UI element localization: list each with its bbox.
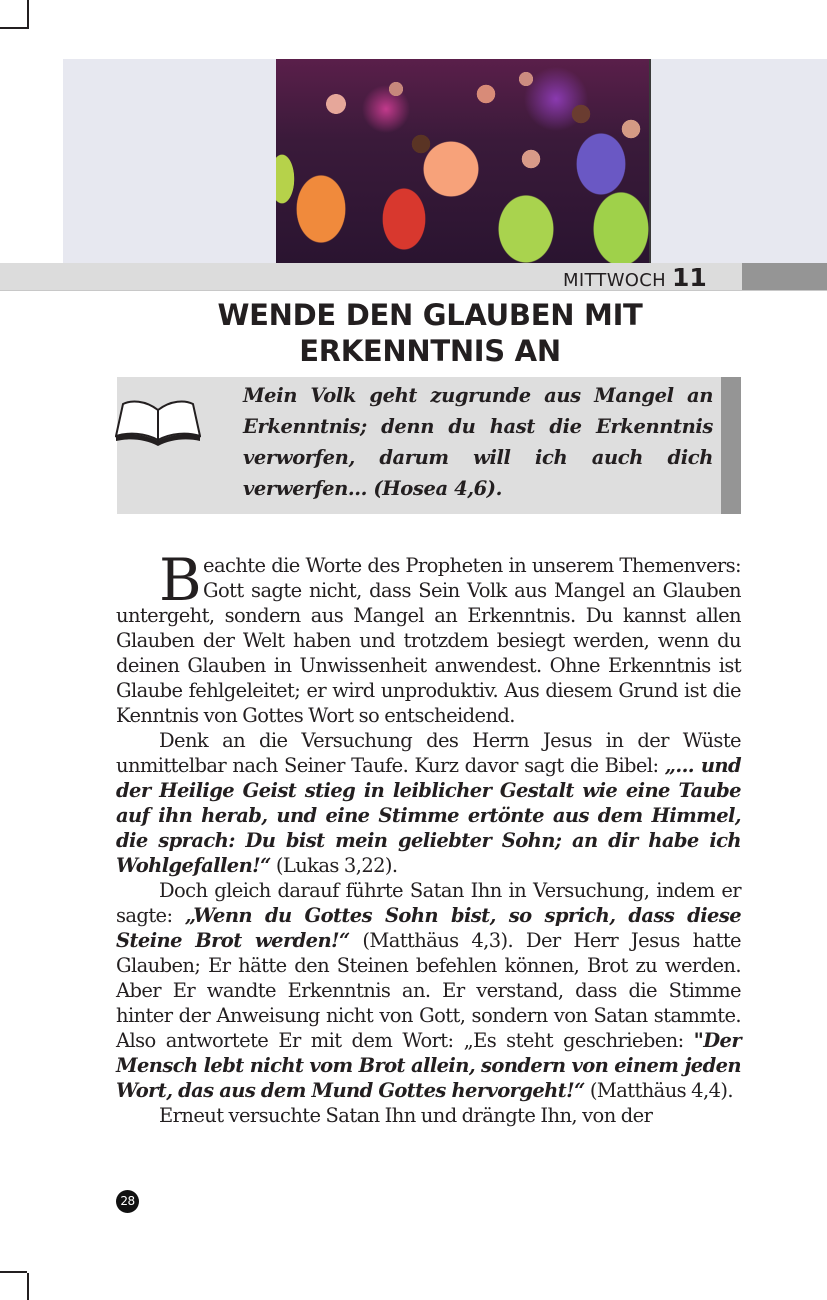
page-number: 28 — [116, 1190, 139, 1213]
scripture-quote: "Der Mensch lebt nicht vom Brot allein, sondern von einem jeden Wort, das aus dem Mund Gottes hervorgeht!“ — [116, 1029, 741, 1102]
paragraph-4 — [116, 1103, 741, 1128]
page-title — [120, 297, 740, 369]
audience-photo — [276, 59, 651, 263]
day-band-accent — [742, 263, 827, 290]
paragraph-4-text: Erneut versuchte Satan Ihn und drängte Ihn, von der — [159, 1104, 653, 1127]
day-number: 11 — [671, 263, 707, 292]
photo-edge — [649, 59, 651, 263]
open-bible-icon — [115, 396, 201, 446]
crop-mark-top-h — [0, 27, 28, 29]
paragraph-1-text: eachte die Worte des Propheten in unserem Themenvers: Gott sagte nicht, dass Sein Volk aus Mangel an Glauben untergeht, sondern aus Mangel an Erkenntnis. Du kannst allen Glauben der Welt haben und trotzdem besiegt werden, wenn du deinen Glauben in Unwissenheit anwendest. Ohne Erkenntnis ist Glaube fehlgeleitet; er wird unproduktiv. Aus diesem Grund ist die Kenntnis von Gottes Wort so entscheidend. — [116, 554, 741, 727]
scripture-reference: (Matthäus 4,4). — [584, 1079, 733, 1102]
paragraph-3 — [116, 878, 741, 1103]
title-line-1: WENDE DEN GLAUBEN MIT — [217, 298, 643, 332]
paragraph-3-text: (Matthäus 4,3). Der Herr Jesus hatte Glauben; Er hätte den Steinen befehlen können, Brot zu werden. Aber Er wandte Erkenntnis an. Er verstand, dass die Stimme hinter der Anweisung nicht von Gott, sondern von Satan stammte. Also antwortete Er mit dem Wort: „Es steht geschrieben: — [116, 929, 741, 1052]
paragraph-1 — [116, 546, 741, 728]
crop-mark-bottom-h — [0, 1271, 27, 1273]
theme-verse: Mein Volk geht zugrunde aus Mangel an Erkenntnis; denn du hast die Erkenntnis verworfen, darum will ich auch dich verwerfen... (Hosea 4,6). — [243, 384, 713, 500]
paragraph-2-text: Denk an die Versuchung des Herrn Jesus in der Wüste unmittelbar nach Seiner Taufe. Kurz davor sagt die Bibel: — [116, 729, 741, 777]
scripture-quote: „Wenn du Gottes Sohn bist, so sprich, dass diese Steine Brot werden!“ — [116, 904, 742, 952]
devotional-body — [116, 546, 742, 1128]
scripture-quote: „... und der Heilige Geist stieg in leiblicher Gestalt wie eine Taube auf ihn herab, und eine Stimme ertönte aus dem Himmel, die sprach: Du bist mein geliebter Sohn; an dir habe ich Wohlgefallen!“ — [116, 754, 742, 877]
paragraph-2 — [116, 728, 741, 878]
drop-cap: B — [159, 546, 202, 614]
day-name: MITTWOCH — [563, 270, 666, 291]
scripture-reference: (Lukas 3,22). — [270, 854, 398, 877]
crop-mark-top-v — [27, 0, 29, 29]
crop-mark-bottom-v — [27, 1273, 29, 1300]
paragraph-3-text: Doch gleich darauf führte Satan Ihn in Versuchung, indem er sagte: — [116, 879, 741, 927]
verse-box-accent-bar — [721, 377, 741, 514]
title-line-2: ERKENNTNIS AN — [299, 334, 561, 368]
day-label — [563, 264, 707, 290]
